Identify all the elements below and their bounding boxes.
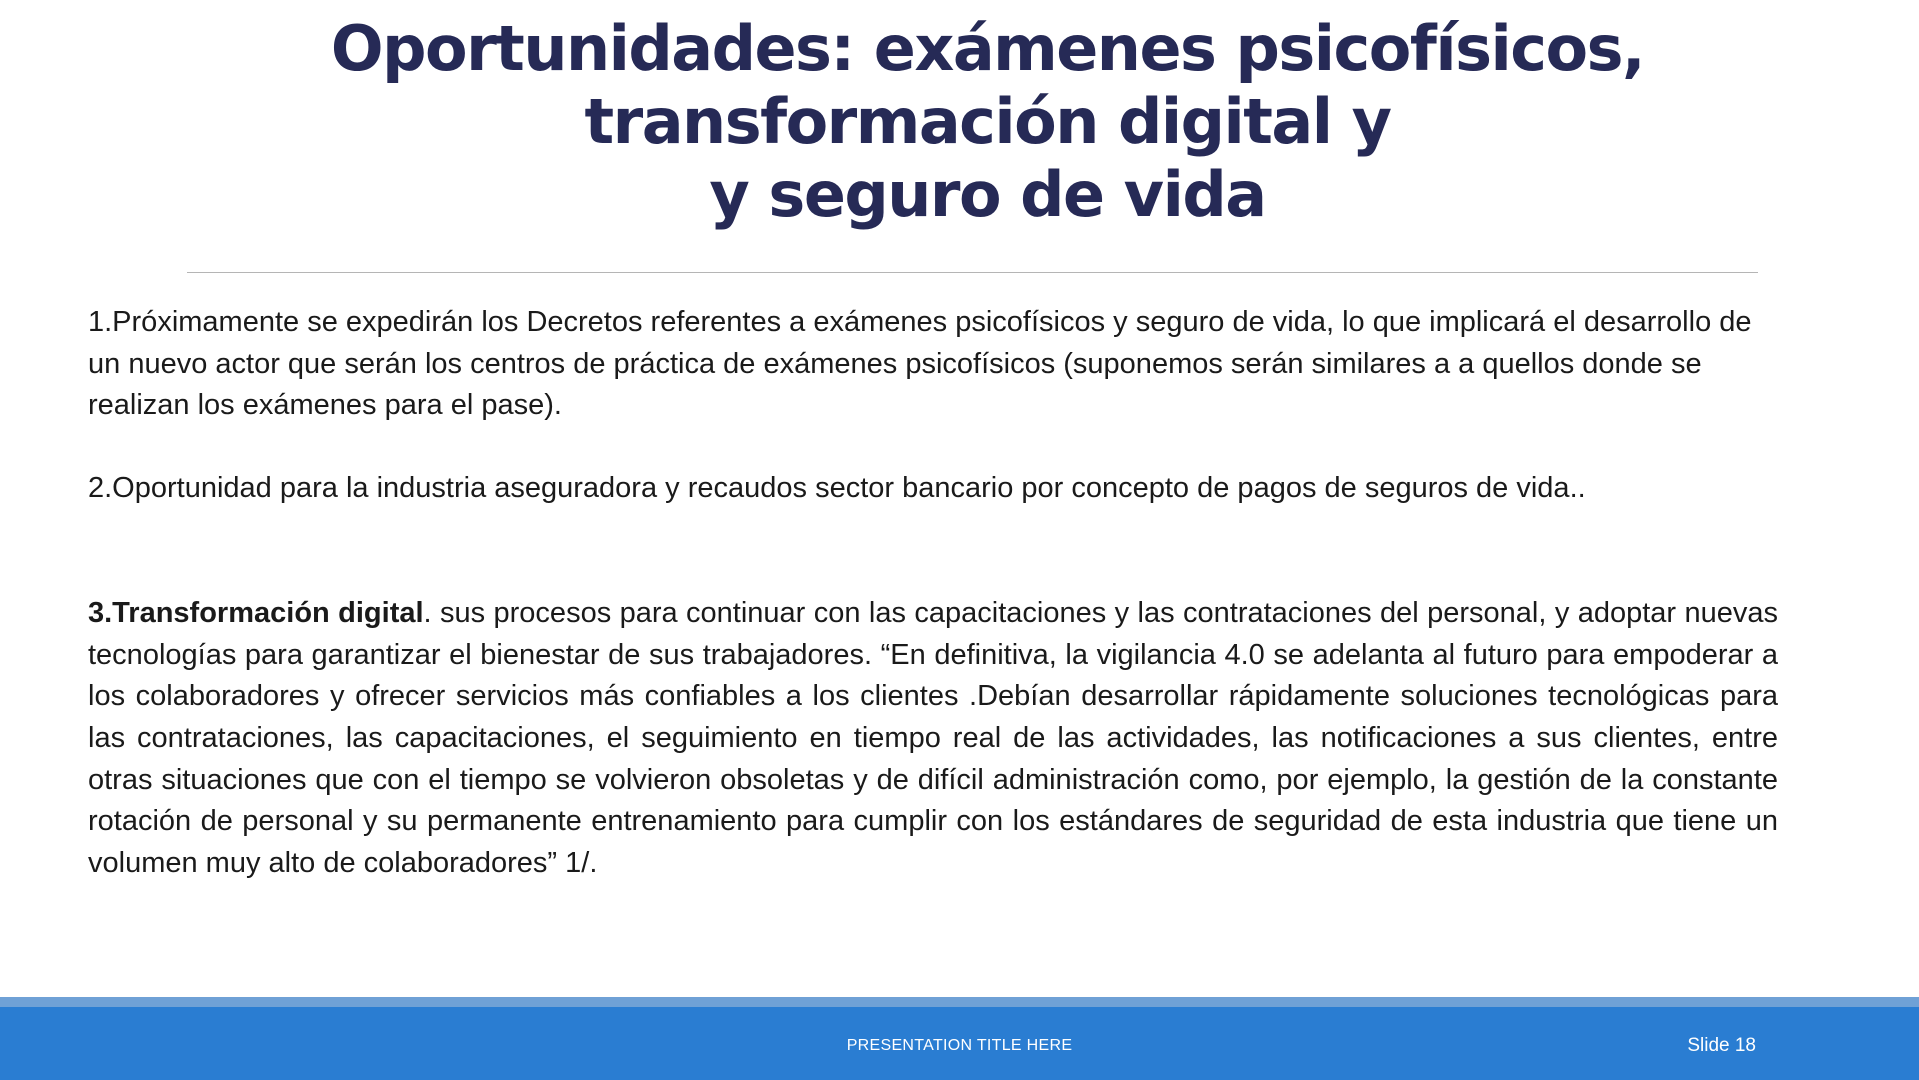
- title-divider: [187, 272, 1758, 273]
- slide-title-line-2: transformación digital y: [584, 85, 1391, 158]
- footer-bar: [0, 1007, 1919, 1080]
- digital-transformation-heading: 3.Transformación digital: [88, 597, 424, 630]
- slide-title-line-1: Oportunidades: exámenes psicofísicos,: [330, 12, 1645, 85]
- footer-accent-stripe: [0, 997, 1919, 1007]
- slide-title-line-3: y seguro de vida: [709, 158, 1266, 231]
- paragraph-decrees: 1.Próximamente se expedirán los Decretos referentes a exámenes psicofísicos y seguro de vida, lo que implicará el desarrollo de un nuevo actor que serán los centros de práctica de exámenes psicofísicos (suponemos serán similares a a quellos donde se realizan los exámenes para el pase).: [88, 306, 1752, 422]
- slide-body: [88, 302, 1778, 884]
- paragraph-insurance-opportunity: 2.Oportunidad para la industria aseguradora y recaudos sector bancario por concepto de pagos de seguros de vida..: [88, 472, 1586, 505]
- slide-title: [150, 12, 1825, 231]
- digital-transformation-text: . sus procesos para continuar con las capacitaciones y las contrataciones del personal, y adoptar nuevas tecnologías para garantizar el bienestar de sus trabajadores. “En definitiva, la vigilancia 4.0 se adelanta al futuro para empoderar a los colaboradores y ofrecer servicios más confiables a los clientes .Debían desarrollar rápidamente soluciones tecnológicas para las contrataciones, las capacitaciones, el seguimiento en tiempo real de las actividades, las notificaciones a sus clientes, entre otras situaciones que con el tiempo se volvieron obsoletas y de difícil administración como, por ejemplo, la gestión de la constante rotación de personal y su permanente entrenamiento para cumplir con los estándares de seguridad de esta industria que tiene un volumen muy alto de colaboradores” 1/.: [88, 597, 1778, 879]
- slide-number: Slide 18: [1687, 1035, 1756, 1056]
- footer-presentation-title: PRESENTATION TITLE HERE: [846, 1037, 1073, 1054]
- paragraph-digital-transformation: [88, 593, 1778, 884]
